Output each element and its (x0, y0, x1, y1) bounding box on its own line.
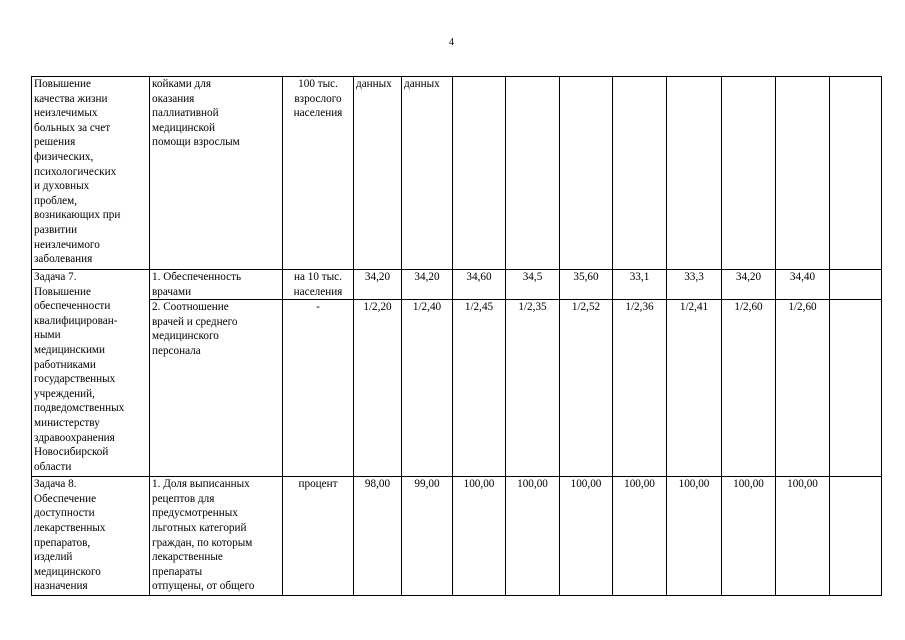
value-cell (506, 77, 560, 270)
unit-cell (283, 300, 354, 477)
value-cell: 1/2,35 (506, 300, 560, 477)
unit-cell (283, 77, 354, 270)
value-cell: 35,60 (560, 270, 613, 300)
value-cell (776, 77, 830, 270)
value-cell: 100,00 (722, 477, 776, 596)
value-cell: 1/2,40 (402, 300, 453, 477)
indicators-table (31, 76, 882, 596)
value-cell: данных (354, 77, 402, 270)
value-cell: 33,3 (667, 270, 722, 300)
value-cell: 34,20 (354, 270, 402, 300)
value-cell: 1/2,45 (453, 300, 506, 477)
unit-text: на 10 тыс. населения (293, 271, 343, 298)
value-cell (453, 77, 506, 270)
unit-cell (283, 270, 354, 300)
value-cell: 33,1 (613, 270, 667, 300)
task-text: Повышение качества жизни неизлечимых больных за счет решения физических, психологических и духовных проблем, возникающих при развитии неизлечимого заболевания (34, 78, 121, 266)
table-row (32, 300, 882, 477)
value-cell: 100,00 (560, 477, 613, 596)
page-number: 4 (449, 37, 454, 48)
table-row (32, 77, 882, 270)
value-cell: 34,40 (776, 270, 830, 300)
unit-cell (283, 477, 354, 596)
value-cell (722, 77, 776, 270)
value-cell (830, 77, 882, 270)
value-cell: 1/2,52 (560, 300, 613, 477)
value-cell (830, 300, 882, 477)
value-cell: 100,00 (667, 477, 722, 596)
value-cell: 100,00 (453, 477, 506, 596)
value-cell: 1/2,60 (776, 300, 830, 477)
indicator-cell (150, 77, 283, 270)
value-cell: 34,20 (402, 270, 453, 300)
value-cell: 34,60 (453, 270, 506, 300)
table-row (32, 270, 882, 300)
value-cell: 34,5 (506, 270, 560, 300)
indicator-text: 1. Обеспеченность врачами (152, 271, 242, 298)
value-cell: 100,00 (613, 477, 667, 596)
value-cell: 100,00 (506, 477, 560, 596)
value-cell (667, 77, 722, 270)
value-cell: 34,20 (722, 270, 776, 300)
indicator-text: 2. Соотношение врачей и среднего медицинского персонала (152, 301, 238, 357)
indicator-text: 1. Доля выписанных рецептов для предусмотренных льготных категорий граждан, по которым лекарственные препараты отпущены, от общего (152, 478, 255, 593)
unit-text: 100 тыс. взрослого населения (293, 78, 343, 120)
value-cell: 100,00 (776, 477, 830, 596)
value-cell: 1/2,41 (667, 300, 722, 477)
task-cell (32, 270, 150, 477)
value-cell (830, 270, 882, 300)
value-cell: данных (402, 77, 453, 270)
value-cell (613, 77, 667, 270)
value-cell (560, 77, 613, 270)
task-text: Задача 7. Повышение обеспеченности квалифицирован- ными медицинскими работниками государственных учреждений, подведомственных министерству здравоохранения Новосибирской области (34, 271, 125, 473)
unit-text: - (316, 301, 320, 314)
value-cell: 1/2,20 (354, 300, 402, 477)
task-text: Задача 8. Обеспечение доступности лекарственных препаратов, изделий медицинского назначения (34, 478, 106, 593)
indicator-text: койками для оказания паллиативной медицинской помощи взрослым (152, 78, 240, 149)
value-cell: 1/2,36 (613, 300, 667, 477)
task-cell (32, 77, 150, 270)
value-cell: 99,00 (402, 477, 453, 596)
indicator-cell (150, 477, 283, 596)
value-cell (830, 477, 882, 596)
task-cell (32, 477, 150, 596)
value-cell: 98,00 (354, 477, 402, 596)
table-row (32, 477, 882, 596)
indicator-cell (150, 300, 283, 477)
indicator-cell (150, 270, 283, 300)
value-cell: 1/2,60 (722, 300, 776, 477)
unit-text: процент (298, 478, 338, 491)
